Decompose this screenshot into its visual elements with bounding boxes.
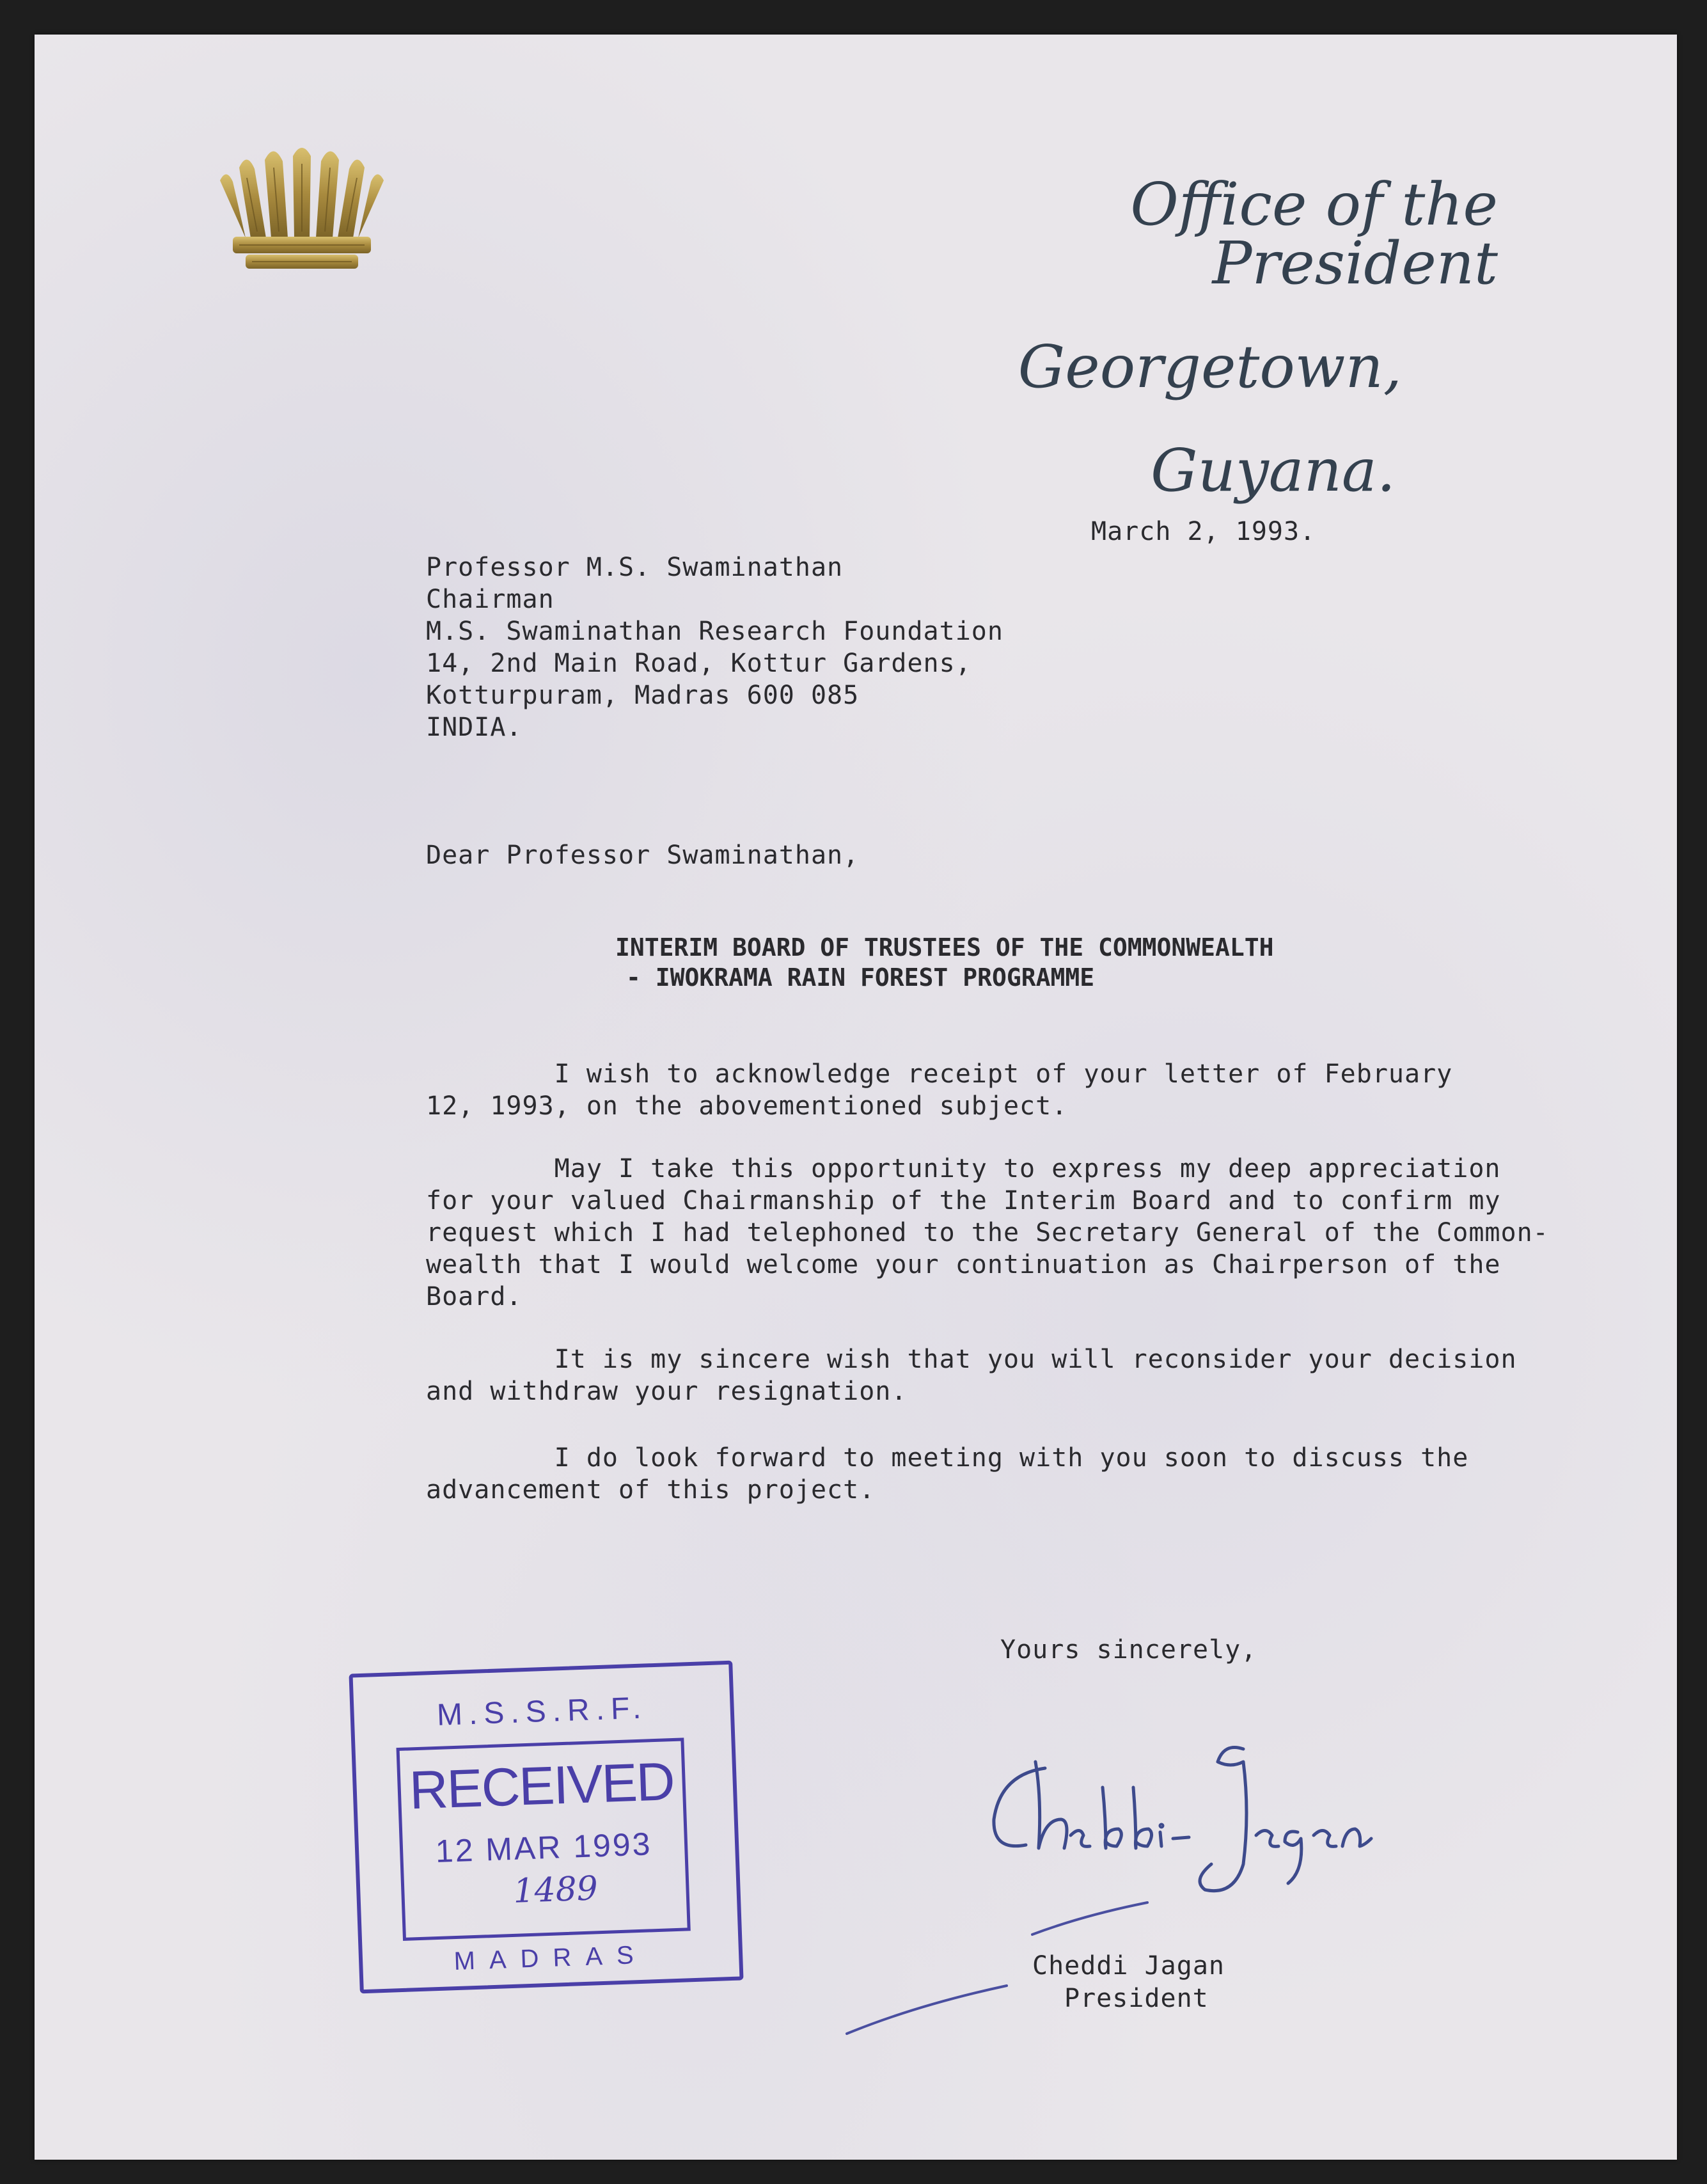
recipient-line: 14, 2nd Main Road, Kottur Gardens,: [426, 649, 971, 678]
subject-line-2: - IWOKRAMA RAIN FOREST PROGRAMME: [626, 963, 1095, 992]
stamp-number: 1489: [512, 1869, 599, 1911]
recipient-line: M.S. Swaminathan Research Foundation: [426, 617, 1003, 646]
letter-page: [35, 35, 1677, 2160]
letterhead: [858, 170, 1498, 505]
crown-emblem-icon: [207, 142, 397, 278]
received-stamp: [349, 1661, 743, 1994]
recipient-line: Kotturpuram, Madras 600 085: [426, 681, 860, 710]
body-paragraph-4: I do look forward to meeting with you soon to discuss the advancement of this project.: [426, 1443, 1469, 1505]
stamp-city: MADRAS: [453, 1940, 649, 1976]
letterhead-office: Office of the President: [1130, 170, 1498, 297]
stamp-inner-box: [397, 1737, 691, 1941]
recipient-line: Professor M.S. Swaminathan: [426, 553, 844, 582]
subject-line-1: INTERIM BOARD OF TRUSTEES OF THE COMMONWEALTH: [615, 933, 1274, 961]
salutation: Dear Professor Swaminathan,: [426, 841, 860, 870]
signatory-name: Cheddi Jagan: [1032, 1951, 1225, 1981]
letterhead-country: Guyana.: [1151, 436, 1396, 505]
closing: Yours sincerely,: [1000, 1635, 1257, 1665]
body-paragraph-3: It is my sincere wish that you will reconsider your decision and withdraw your resignation.: [426, 1345, 1517, 1406]
body-paragraph-1: I wish to acknowledge receipt of your letter of February 12, 1993, on the abovementioned subject.: [426, 1059, 1453, 1121]
stamp-status: RECEIVED: [408, 1751, 675, 1821]
letter-date: March 2, 1993.: [1091, 517, 1316, 546]
body-paragraph-2: May I take this opportunity to express my deep appreciation for your valued Chairmanship of the Interim Board and to confirm my request which I had telephoned to the Secretary General of the Common- wealth that I would welcome your continuation as Chairperson of the Board.: [426, 1154, 1549, 1311]
recipient-line: INDIA.: [426, 713, 523, 742]
stamp-org: M.S.S.R.F.: [436, 1691, 649, 1732]
recipient-line: Chairman: [426, 585, 555, 614]
letterhead-city: Georgetown,: [1018, 333, 1402, 401]
signatory-title: President: [1064, 1984, 1209, 2013]
stamp-date: 12 MAR 1993: [434, 1826, 653, 1870]
recipient-address: [426, 551, 1003, 743]
